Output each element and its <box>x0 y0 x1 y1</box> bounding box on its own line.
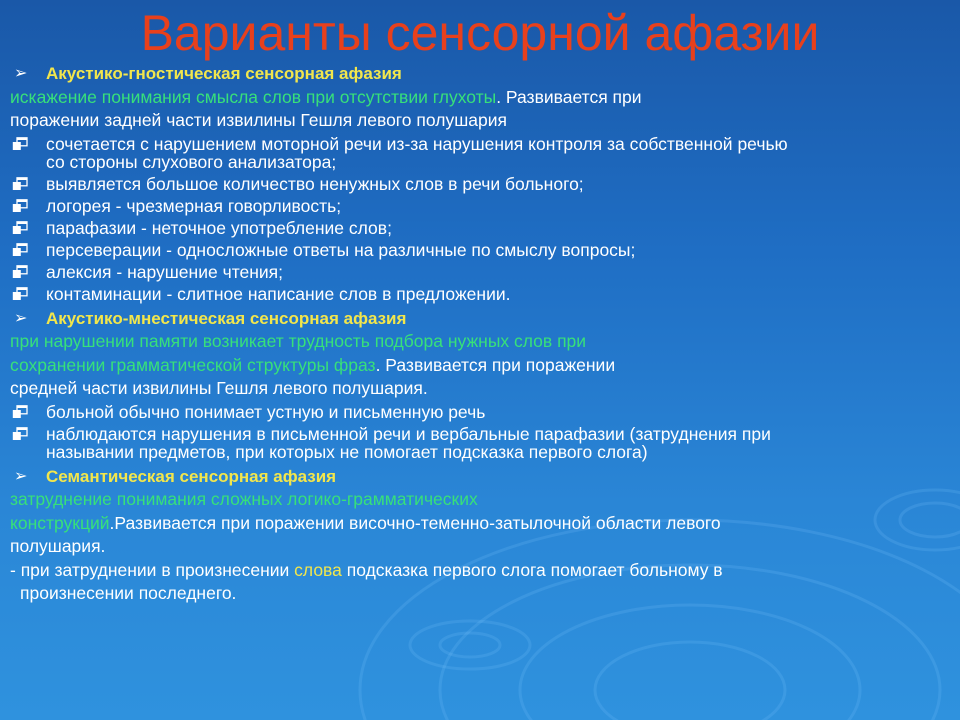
section-heading <box>10 62 950 86</box>
bullet-item <box>10 197 950 215</box>
bullet-item-line: парафазии - неточное употребление слов; <box>46 217 392 238</box>
window-bullet-icon <box>12 287 28 301</box>
bullet-item-line: назывании предметов, при которых не помогает подсказка первого слога) <box>46 441 648 462</box>
definition-line <box>10 535 950 559</box>
bullet-item-line: выявляется большое количество ненужных слов в речи больного; <box>46 173 584 194</box>
final-note-line <box>10 559 950 583</box>
definition-text: при нарушении памяти возникает трудность подбора нужных слов при <box>10 331 587 351</box>
definition-text: сохранении грамматической структуры фраз <box>10 354 376 375</box>
bullet-item-line: персеверации - односложные ответы на различные по смыслу вопросы; <box>46 239 636 260</box>
bullet-item <box>10 285 950 303</box>
bullet-item-line: наблюдаются нарушения в письменной речи и вербальные парафазии (затруднения при <box>46 423 771 444</box>
window-bullet-icon <box>12 221 28 235</box>
definition-line <box>10 512 950 536</box>
definition-line <box>10 86 950 110</box>
bullet-item-line: больной обычно понимает устную и письменную речь <box>46 401 486 422</box>
final-note-highlight: слова <box>294 559 342 580</box>
definition-line <box>10 330 950 354</box>
final-note-line: произнесении последнего. <box>20 583 237 603</box>
description-text: . Развивается при поражении <box>375 354 616 375</box>
final-note-text: подсказка первого слога помогает больному в <box>341 559 723 580</box>
arrow-bullet-icon: ➢ <box>14 309 28 327</box>
bullet-item <box>10 241 950 259</box>
bullet-item <box>10 263 950 281</box>
window-bullet-icon <box>12 427 28 441</box>
section-heading <box>10 465 950 489</box>
window-bullet-icon <box>12 177 28 191</box>
slide-content <box>10 62 950 606</box>
bullet-item <box>10 219 950 237</box>
section-heading-text: Акустико-мнестическая сенсорная афазия <box>46 308 407 328</box>
definition-text: искажение понимания смысла слов при отсутствии глухоты <box>10 86 497 107</box>
description-text: . Развивается при <box>496 86 642 107</box>
bullet-item-line: со стороны слухового анализатора; <box>46 151 337 172</box>
window-bullet-icon <box>12 265 28 279</box>
bullet-item <box>10 425 950 461</box>
definition-text: конструкций <box>10 512 110 533</box>
definition-text: затруднение понимания сложных логико-грамматических <box>10 489 478 509</box>
definition-line <box>10 488 950 512</box>
bullet-item-line: алексия - нарушение чтения; <box>46 261 284 282</box>
window-bullet-icon <box>12 405 28 419</box>
bullet-item-line: контаминации - слитное написание слов в предложении. <box>46 283 511 304</box>
final-note-text: - при затруднении в произнесении <box>10 559 295 580</box>
definition-line <box>10 377 950 401</box>
arrow-bullet-icon: ➢ <box>14 65 28 82</box>
section-heading <box>10 307 950 331</box>
bullet-item <box>10 403 950 421</box>
bullet-item <box>10 135 950 171</box>
bullet-item <box>10 175 950 193</box>
definition-line <box>10 354 950 378</box>
arrow-bullet-icon: ➢ <box>14 467 28 485</box>
slide-title: Варианты сенсорной афазии <box>140 5 820 61</box>
bullet-item-line: сочетается с нарушением моторной речи из-за нарушения контроля за собственной речью <box>46 133 788 154</box>
section-heading-text: Акустико-гностическая сенсорная афазия <box>46 64 402 83</box>
window-bullet-icon <box>12 137 28 151</box>
bullet-item-line: логорея - чрезмерная говорливость; <box>46 195 342 216</box>
description-text: .Развивается при поражении височно-теменно-затылочной области левого <box>109 512 721 533</box>
window-bullet-icon <box>12 199 28 213</box>
description-text: поражении задней части извилины Гешля левого полушария <box>10 110 507 130</box>
description-text: средней части извилины Гешля левого полушария. <box>10 378 428 398</box>
description-text: полушария. <box>10 536 106 556</box>
window-bullet-icon <box>12 243 28 257</box>
section-heading-text: Семантическая сенсорная афазия <box>46 466 337 486</box>
definition-line <box>10 109 950 133</box>
